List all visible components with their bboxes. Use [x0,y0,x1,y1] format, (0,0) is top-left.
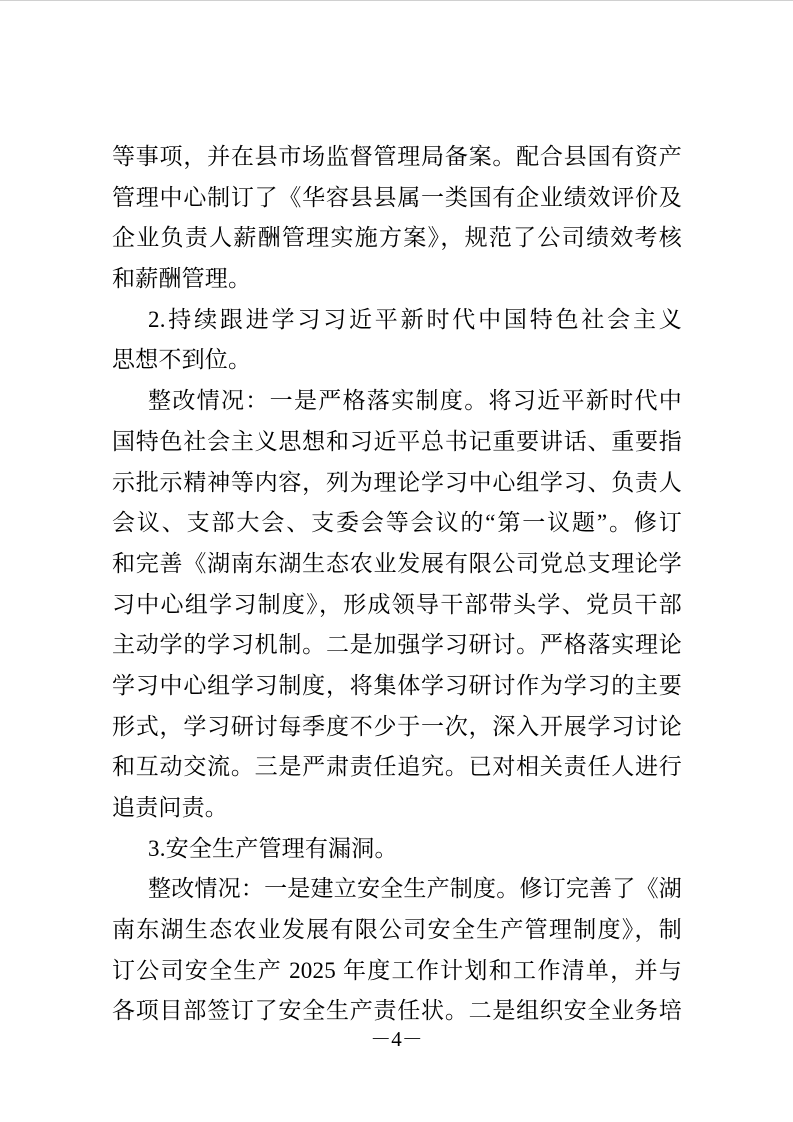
text-line: 国特色社会主义思想和习近平总书记重要讲话、重要指 [112,428,682,454]
text-line: 2.持续跟进学习习近平新时代中国特色社会主义 [148,306,682,332]
page-number: －4－ [370,1027,423,1051]
text-line: 习中心组学习制度》，形成领导干部带头学、党员干部 [112,591,682,617]
scan-edge-artifact [0,0,793,1]
text-line: 会议、支部大会、支委会等会议的“第一议题”。修订 [112,510,682,536]
text-line: 和互动交流。三是严肃责任追究。已对相关责任人进行 [112,754,682,780]
text-line: 示批示精神等内容，列为理论学习中心组学习、负责人 [112,469,682,495]
text-line: 和完善《湖南东湖生态农业发展有限公司党总支理论学 [112,550,682,576]
text-line: 等事项，并在县市场监督管理局备案。配合县国有资产 [112,144,682,169]
text-line: 整改情况：一是建立安全生产制度。修订完善了《湖 [148,876,682,902]
text-line: 思想不到位。 [112,347,252,373]
document-body [112,137,682,1032]
text-line: 3.安全生产管理有漏洞。 [148,835,398,861]
text-line: 订公司安全生产 2025 年度工作计划和工作清单，并与 [112,957,682,983]
text-line: 管理中心制订了《华容县县属一类国有企业绩效评价及 [112,184,682,210]
text-line: 各项目部签订了安全生产责任状。二是组织安全业务培 [112,998,682,1024]
text-line: 主动学的学习机制。二是加强学习研讨。严格落实理论 [112,632,682,658]
text-line: 追责问责。 [112,795,228,820]
text-line: 学习中心组学习制度，将集体学习研讨作为学习的主要 [112,672,682,698]
text-line: 南东湖生态农业发展有限公司安全生产管理制度》，制 [112,917,682,943]
text-line: 和薪酬管理。 [112,266,252,292]
text-line: 企业负责人薪酬管理实施方案》，规范了公司绩效考核 [112,225,682,251]
text-line: 形式，学习研讨每季度不少于一次，深入开展学习讨论 [112,713,682,739]
text-line: 整改情况：一是严格落实制度。将习近平新时代中 [148,388,682,414]
